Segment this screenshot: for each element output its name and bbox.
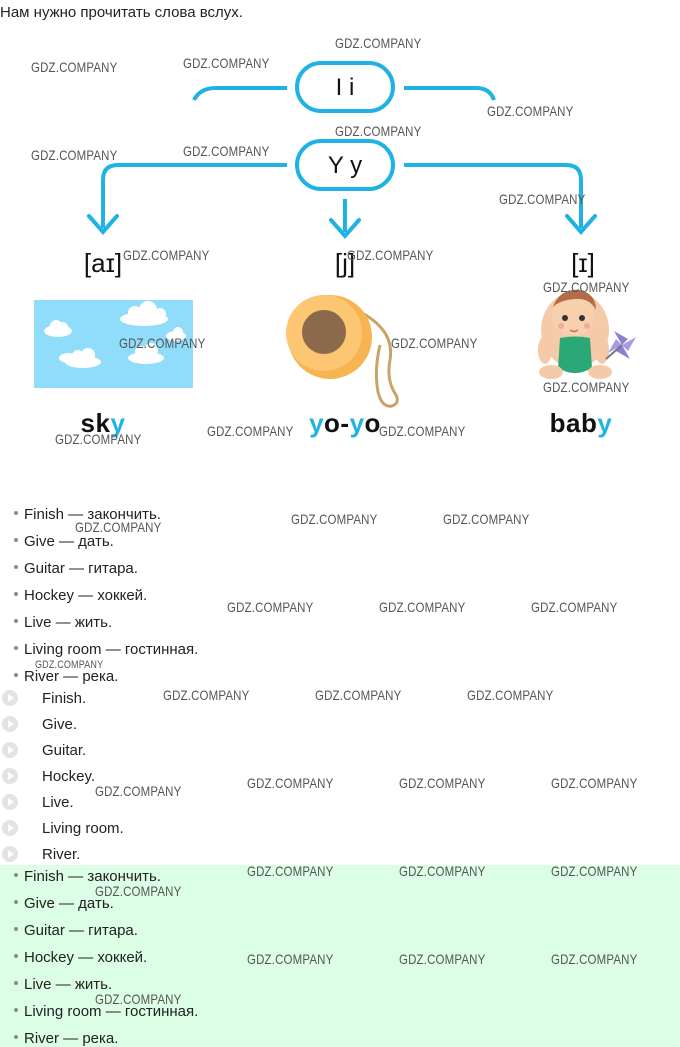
watermark: GDZ.COMPANY	[531, 599, 618, 615]
watermark: GDZ.COMPANY	[551, 775, 638, 791]
vocab-item: Hockey — хоккей.	[14, 587, 147, 604]
watermark: GDZ.COMPANY	[247, 775, 334, 791]
play-icon[interactable]	[2, 794, 18, 810]
yoyo-picture	[286, 295, 397, 406]
watermark: GDZ.COMPANY	[391, 335, 478, 351]
phoneme-j: [j]	[334, 248, 356, 278]
play-icon[interactable]	[2, 742, 18, 758]
watermark: GDZ.COMPANY	[183, 55, 270, 71]
watermark: GDZ.COMPANY	[335, 123, 422, 139]
arrow-left	[103, 165, 287, 228]
watermark: GDZ.COMPANY	[551, 951, 638, 967]
watermark: GDZ.COMPANY	[75, 519, 162, 535]
watermark: GDZ.COMPANY	[31, 59, 118, 75]
watermark: GDZ.COMPANY	[347, 247, 434, 263]
watermark: GDZ.COMPANY	[35, 659, 104, 671]
vocab-item: Finish — закончить.	[14, 868, 161, 885]
play-icon[interactable]	[2, 846, 18, 862]
watermark: GDZ.COMPANY	[207, 423, 294, 439]
vocab-item: Give — дать.	[14, 895, 114, 912]
watermark: GDZ.COMPANY	[543, 379, 630, 395]
vocab-item: Live — жить.	[14, 614, 112, 631]
watermark: GDZ.COMPANY	[247, 951, 334, 967]
watermark: GDZ.COMPANY	[291, 511, 378, 527]
watermark: GDZ.COMPANY	[399, 775, 486, 791]
watermark: GDZ.COMPANY	[95, 883, 182, 899]
letter-y-label: Y y	[327, 152, 363, 179]
watermark: GDZ.COMPANY	[95, 783, 182, 799]
vocab-item: Give — дать.	[14, 533, 114, 550]
line-right-i	[404, 88, 494, 100]
watermark: GDZ.COMPANY	[55, 431, 142, 447]
vocab-item: Hockey — хоккей.	[14, 949, 147, 966]
word-baby: baby	[549, 408, 613, 438]
vocab-item: River — река.	[14, 1030, 118, 1047]
play-icon[interactable]	[2, 820, 18, 836]
watermark: GDZ.COMPANY	[443, 511, 530, 527]
watermark: GDZ.COMPANY	[227, 599, 314, 615]
watermark: GDZ.COMPANY	[31, 147, 118, 163]
letter-i-label: I i	[335, 74, 355, 101]
play-icon[interactable]	[2, 716, 18, 732]
watermark: GDZ.COMPANY	[399, 863, 486, 879]
vocab-item: Living room — гостинная.	[14, 641, 198, 658]
watermark: GDZ.COMPANY	[315, 687, 402, 703]
watermark: GDZ.COMPANY	[551, 863, 638, 879]
vocab-item: Guitar — гитара.	[14, 922, 138, 939]
word-sky: sky	[80, 408, 126, 438]
watermark: GDZ.COMPANY	[123, 247, 210, 263]
vocab-item: Guitar — гитара.	[14, 560, 138, 577]
play-icon[interactable]	[2, 690, 18, 706]
play-icon[interactable]	[2, 768, 18, 784]
intro-text: Нам нужно прочитать слова вслух.	[0, 4, 243, 21]
vocab-item: Living room — гостинная.	[14, 1003, 198, 1020]
baby-picture	[538, 290, 636, 379]
watermark: GDZ.COMPANY	[335, 35, 422, 51]
vocab-item: Finish — закончить.	[14, 506, 161, 523]
watermark: GDZ.COMPANY	[119, 335, 206, 351]
watermark: GDZ.COMPANY	[379, 599, 466, 615]
watermark: GDZ.COMPANY	[499, 191, 586, 207]
watermark: GDZ.COMPANY	[163, 687, 250, 703]
watermark: GDZ.COMPANY	[95, 991, 182, 1007]
watermark: GDZ.COMPANY	[379, 423, 466, 439]
vocab-item: River — река.	[14, 668, 118, 685]
line-left-i	[194, 88, 287, 100]
word-yoyo: yo-yo	[309, 408, 381, 438]
vocab-item: Live — жить.	[14, 976, 112, 993]
watermark: GDZ.COMPANY	[487, 103, 574, 119]
watermark: GDZ.COMPANY	[467, 687, 554, 703]
watermark: GDZ.COMPANY	[543, 279, 630, 295]
watermark: GDZ.COMPANY	[247, 863, 334, 879]
watermark: GDZ.COMPANY	[399, 951, 486, 967]
watermark: GDZ.COMPANY	[183, 143, 270, 159]
phoneme-i: [ɪ]	[571, 248, 595, 278]
phoneme-ai: [aɪ]	[83, 248, 123, 278]
